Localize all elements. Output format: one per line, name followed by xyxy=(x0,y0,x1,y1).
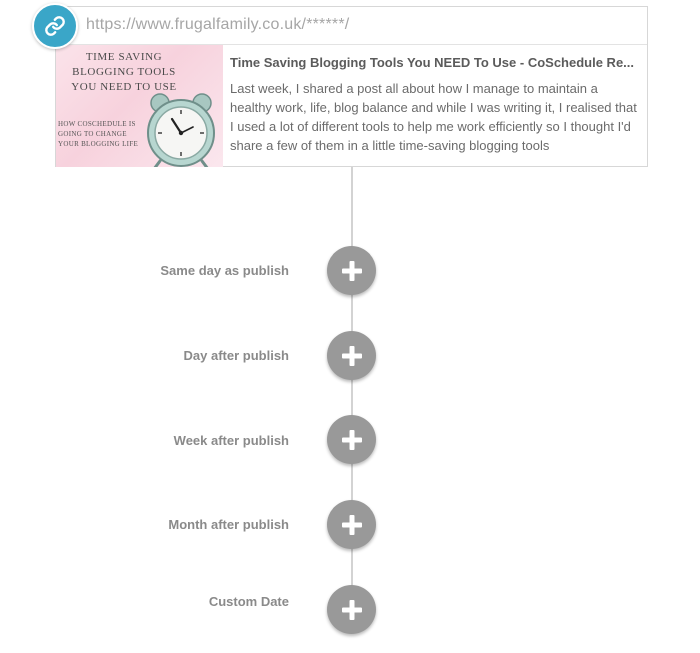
step-label-custom-date: Custom Date xyxy=(208,594,289,609)
timeline-line xyxy=(351,167,353,628)
step-label-day-after: Day after publish xyxy=(183,348,289,363)
thumbnail-title: TIME SAVING BLOGGING TOOLS YOU NEED TO USE xyxy=(71,51,177,93)
add-custom-date-button[interactable] xyxy=(327,585,376,634)
link-icon[interactable] xyxy=(32,3,78,49)
plus-icon xyxy=(341,260,363,282)
add-day-after-button[interactable] xyxy=(327,331,376,380)
step-label-same-day: Same day as publish xyxy=(160,263,289,278)
add-same-day-button[interactable] xyxy=(327,246,376,295)
preview-description: Last week, I shared a post all about how I manage to maintain a healthy work, life, blog balance and while I was writing it, I realised that I used a lot of different tools to help me work efficiently so I thought I'd share a few of them in a little time-saving blogging tools xyxy=(230,81,637,153)
link-preview-card[interactable] xyxy=(55,6,648,167)
step-label-week-after: Week after publish xyxy=(173,433,289,448)
preview-thumbnail xyxy=(56,45,223,167)
thumbnail-subtitle: HOW COSCHEDULE IS GOING TO CHANGE YOUR BLOGGING LIFE xyxy=(58,120,139,148)
preview-title: Time Saving Blogging Tools You NEED To Use - CoSchedule Re... xyxy=(230,55,635,70)
url-text: https://www.frugalfamily.co.uk/******/ xyxy=(86,16,350,33)
preview-body xyxy=(230,45,639,155)
step-label-month-after: Month after publish xyxy=(168,517,289,532)
url-bar xyxy=(56,7,647,45)
add-month-after-button[interactable] xyxy=(327,500,376,549)
plus-icon xyxy=(341,345,363,367)
alarm-clock-icon xyxy=(138,87,223,167)
plus-icon xyxy=(341,429,363,451)
plus-icon xyxy=(341,599,363,621)
add-week-after-button[interactable] xyxy=(327,415,376,464)
plus-icon xyxy=(341,514,363,536)
